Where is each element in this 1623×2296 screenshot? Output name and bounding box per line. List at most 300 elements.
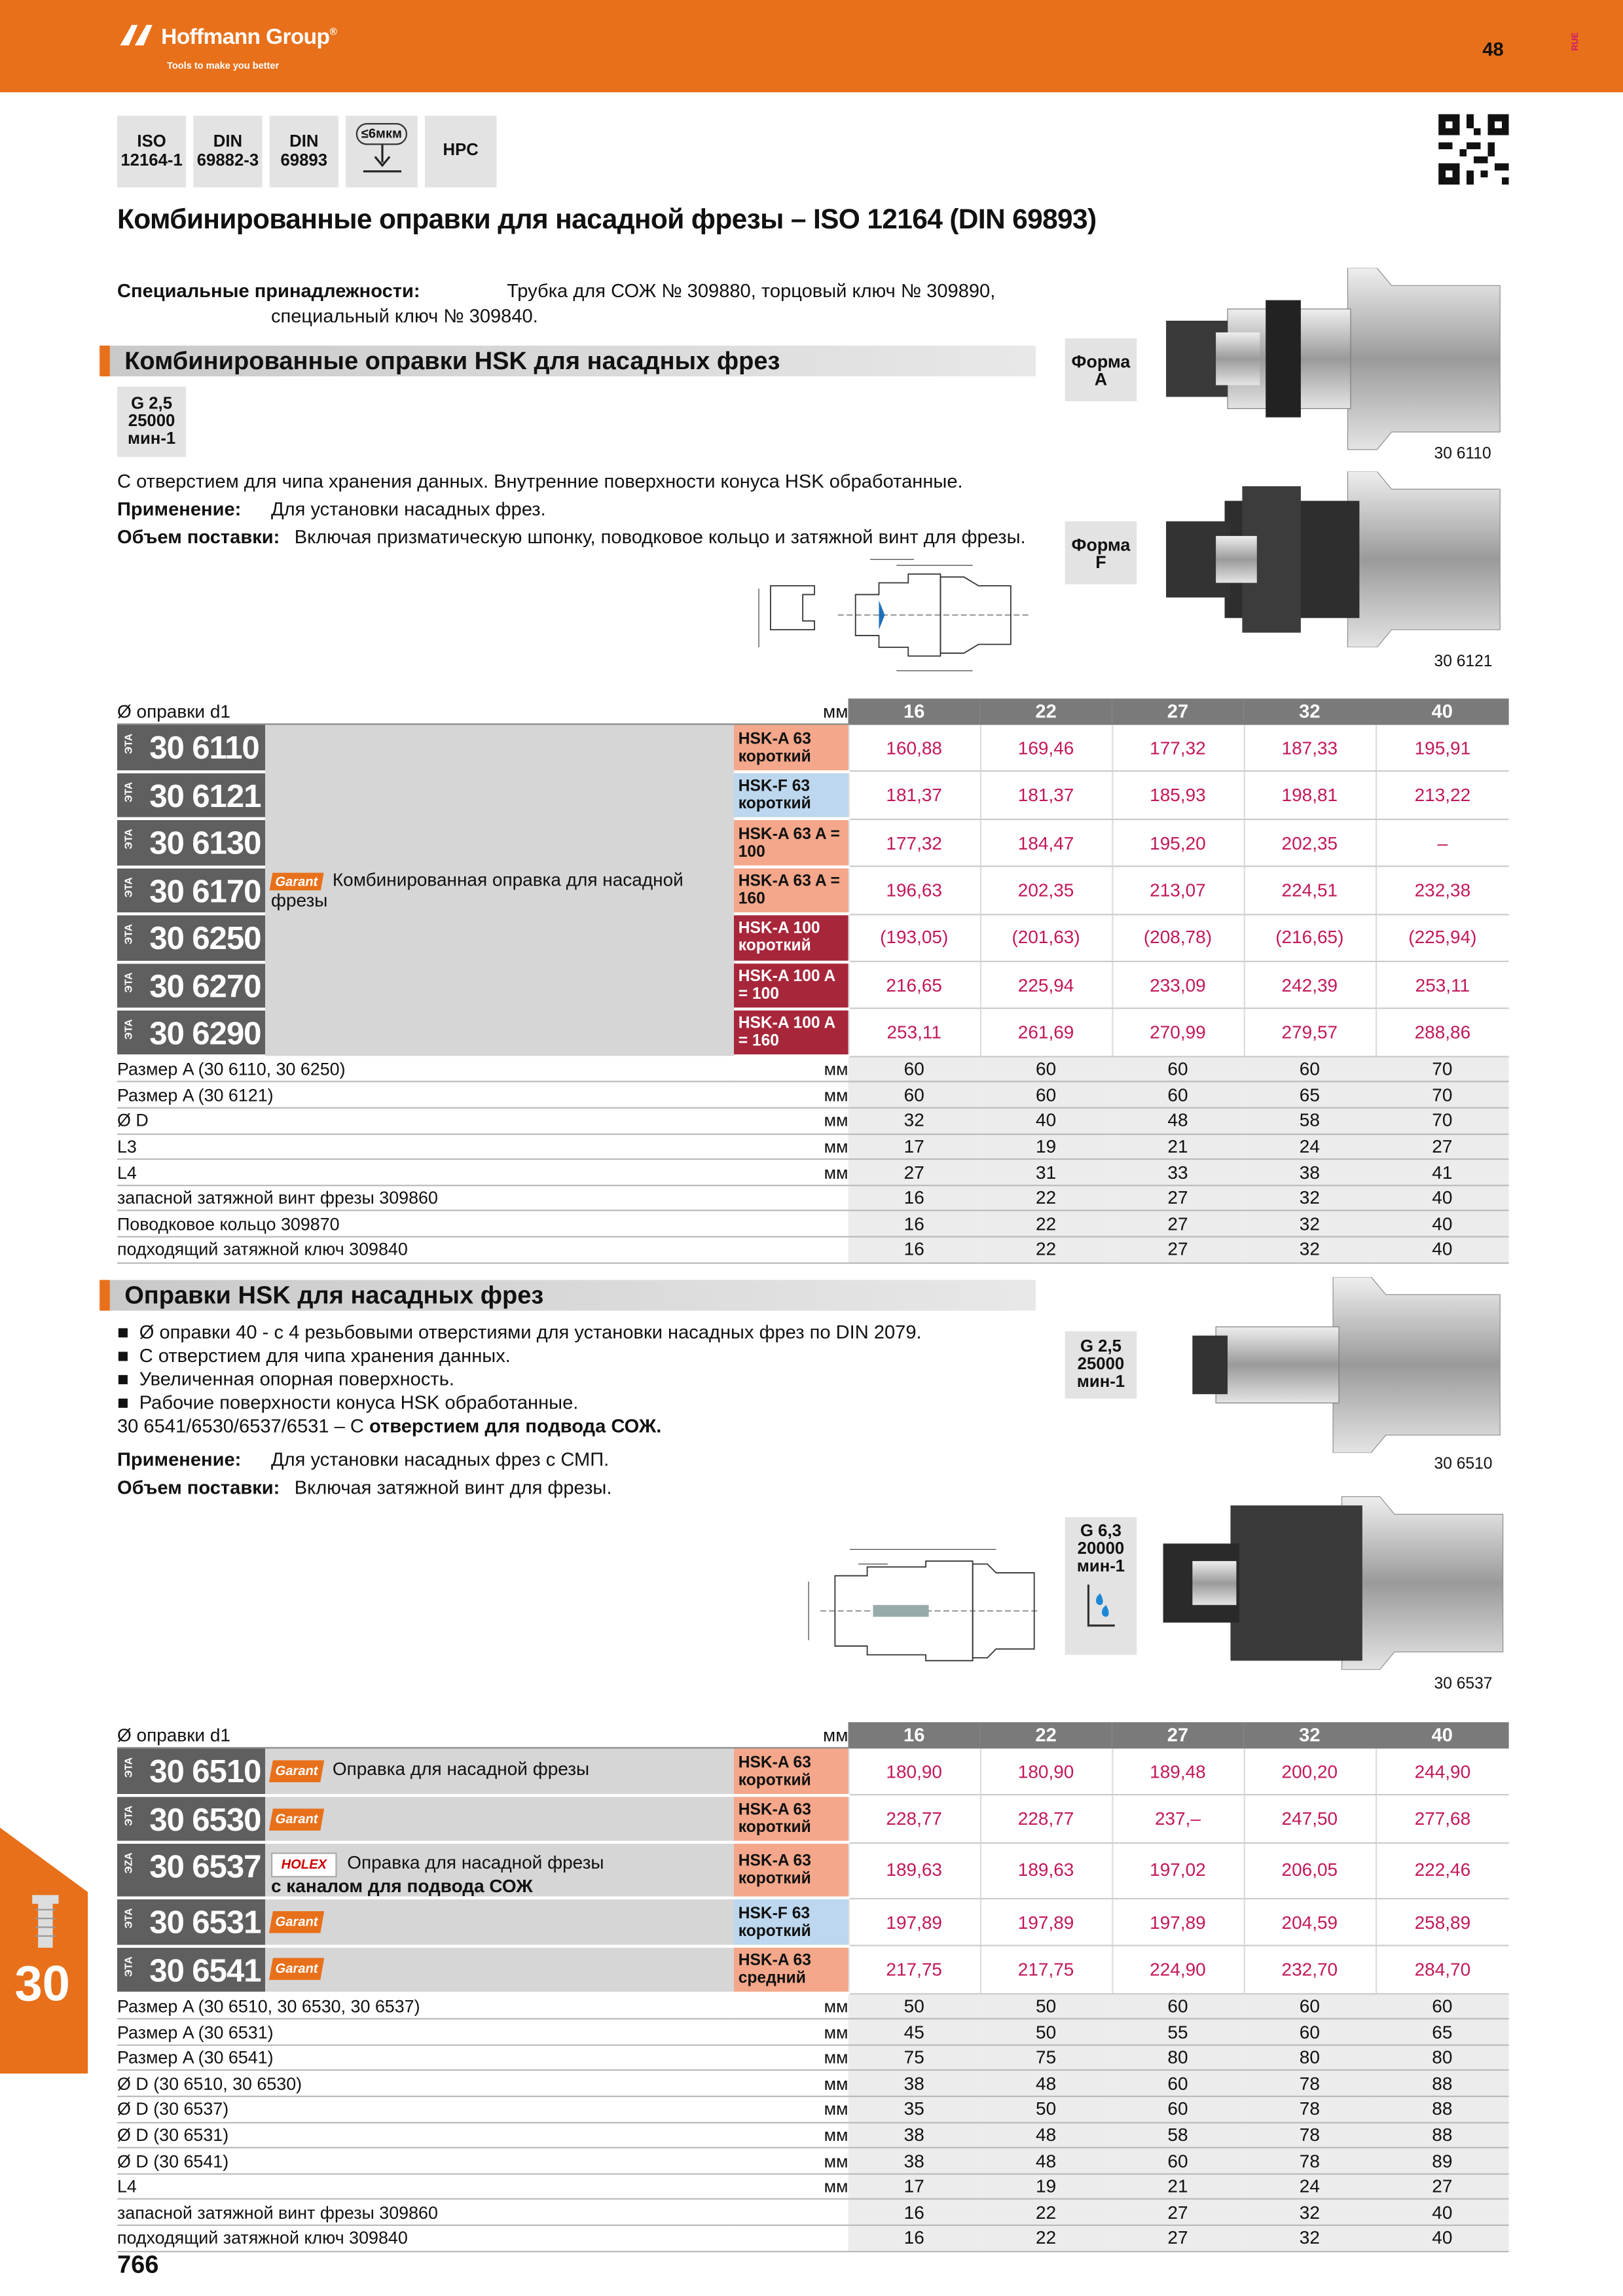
bullet-item: ■ Увеличенная опорная поверхность.	[117, 1367, 454, 1390]
bullet-item: ■ Ø оправки 40 - с 4 резьбовыми отверстиями для установки насадных фрез по DIN 2079.	[117, 1321, 922, 1343]
scope-text-1: Включая призматическую шпонку, поводковое кольцо и затяжной винт для фрезы.	[294, 526, 1026, 548]
spec-value: 38	[848, 2122, 980, 2147]
column-header: 22	[980, 698, 1112, 724]
price-cell: 232,70	[1244, 1946, 1376, 1993]
spec-unit	[734, 2225, 848, 2251]
spec-value: 60	[1112, 2148, 1243, 2174]
spec-value: 89	[1376, 2148, 1509, 2174]
spec-value: 21	[1112, 2174, 1243, 2199]
price-cell: 195,91	[1376, 725, 1509, 772]
spec-row	[117, 2200, 1509, 2225]
price-cell: –	[1376, 819, 1509, 867]
price-cell: 204,59	[1244, 1899, 1376, 1946]
spec-value: 60	[1376, 1994, 1509, 2019]
catalog-page-number: 48	[1482, 38, 1504, 60]
brand-logo[interactable]: Hoffmann Group®	[117, 24, 337, 50]
spec-row	[117, 1185, 1509, 1211]
spec-label: Ø D	[117, 1108, 734, 1134]
application-label-1: Применение:	[117, 497, 242, 520]
spec-value: 60	[1244, 2019, 1376, 2045]
spec-label: L4	[117, 1159, 734, 1185]
spec-value: 16	[848, 1185, 980, 1211]
holder-photo-306537[interactable]	[1158, 1494, 1509, 1672]
holder-photo-306110[interactable]	[1158, 268, 1509, 451]
hsk-type: HSK-A 100 короткий	[734, 914, 848, 961]
spec-value: 60	[1112, 2071, 1243, 2096]
price-cell: 279,57	[1244, 1009, 1376, 1056]
spec-value: 40	[1376, 1185, 1509, 1211]
spec-label: запасной затяжной винт фрезы 309860	[117, 1185, 734, 1211]
spec-value: 48	[980, 2148, 1112, 2174]
speed-box-1: G 2,5 25000 мин-1	[117, 387, 186, 457]
spec-unit	[734, 1237, 848, 1263]
article-number[interactable]: ЭТА 30 6121	[117, 772, 265, 819]
spec-value: 32	[1244, 2200, 1376, 2225]
price-cell: 258,89	[1376, 1899, 1509, 1946]
spec-value: 65	[1376, 2019, 1509, 2045]
spec-value: 22	[980, 2225, 1112, 2251]
spec-value: 38	[1244, 1159, 1376, 1185]
spec-value: 16	[848, 2225, 980, 2251]
badge-din1: DIN 69882-3	[193, 116, 262, 188]
application-label-2: Применение:	[117, 1448, 242, 1471]
spec-value: 78	[1244, 2122, 1376, 2147]
spec-label: Ø D (30 6510, 30 6530)	[117, 2071, 734, 2096]
spec-value: 33	[1112, 1159, 1243, 1185]
spec-value: 35	[848, 2096, 980, 2122]
spec-label: запасной затяжной винт фрезы 309860	[117, 2200, 734, 2225]
spec-value: 38	[848, 2148, 980, 2174]
caption-306510: 30 6510	[1434, 1456, 1493, 1473]
price-cell: 197,89	[848, 1899, 980, 1946]
header-unit: мм	[734, 698, 848, 724]
article-number[interactable]: ЭТА 30 6110	[117, 725, 265, 772]
article-number[interactable]: ЭТА 30 6250	[117, 914, 265, 961]
technical-drawing-1	[750, 556, 1051, 679]
spec-label: Ø D (30 6531)	[117, 2122, 734, 2147]
spec-label: Размер A (30 6110, 30 6250)	[117, 1056, 734, 1082]
price-cell: 200,20	[1244, 1748, 1376, 1795]
price-cell: 202,35	[980, 867, 1112, 914]
spec-unit: мм	[734, 2174, 848, 2199]
product-description-bold: с каналом для подвода СОЖ	[270, 1876, 533, 1897]
hsk-type: HSK-A 63 короткий	[734, 1843, 848, 1899]
spec-unit: мм	[734, 2045, 848, 2070]
garant-logo: Garant	[269, 1808, 324, 1831]
spec-value: 21	[1112, 1134, 1243, 1159]
spec-value: 48	[1112, 1108, 1243, 1134]
spec-row	[117, 2174, 1509, 2199]
spec-value: 60	[848, 1082, 980, 1107]
spec-value: 22	[980, 1185, 1112, 1211]
spec-value: 70	[1376, 1082, 1509, 1107]
spec-value: 58	[1244, 1108, 1376, 1134]
article-number[interactable]: ЭТА 30 6290	[117, 1009, 265, 1056]
spec-unit: мм	[734, 2019, 848, 2045]
spec-row	[117, 1159, 1509, 1185]
spec-unit: мм	[734, 1159, 848, 1185]
application-text-1: Для установки насадных фрез.	[270, 497, 546, 520]
article-number[interactable]: ЭТА 30 6130	[117, 819, 265, 867]
page-title: Комбинированные оправки для насадной фрезы – ISO 12164 (DIN 69893)	[117, 205, 1097, 236]
spec-value: 58	[1112, 2122, 1243, 2147]
spec-row	[117, 2122, 1509, 2147]
article-number[interactable]: ЭТА 30 6510	[117, 1748, 265, 1795]
price-cell: 288,86	[1376, 1009, 1509, 1056]
article-row[interactable]	[117, 725, 1509, 772]
spec-value: 50	[980, 1994, 1112, 2019]
spec-value: 40	[1376, 1211, 1509, 1236]
column-header: 40	[1376, 1722, 1509, 1748]
column-header: 22	[980, 1722, 1112, 1748]
spec-value: 50	[980, 2019, 1112, 2045]
price-cell: 177,32	[1112, 725, 1243, 772]
form-f-box: Форма F	[1065, 522, 1137, 584]
badge-hpc: HPC	[425, 116, 497, 188]
price-cell: 217,75	[848, 1946, 980, 1993]
price-cell: 224,51	[1244, 867, 1376, 914]
header-label: Ø оправки d1	[117, 698, 734, 724]
spec-value: 60	[1112, 2096, 1243, 2122]
price-cell: 232,38	[1376, 867, 1509, 914]
spec-value: 78	[1244, 2071, 1376, 2096]
spec-value: 17	[848, 1134, 980, 1159]
spec-value: 78	[1244, 2148, 1376, 2174]
spec-value: 16	[848, 1237, 980, 1263]
spec-value: 24	[1244, 2174, 1376, 2199]
bullet-item: ■ Рабочие поверхности конуса HSK обработанные.	[117, 1391, 579, 1414]
badge-iso: ISO 12164-1	[117, 116, 186, 188]
bullet-item: ■ С отверстием для чипа хранения данных.	[117, 1344, 511, 1367]
spec-value: 27	[1376, 1134, 1509, 1159]
spec-value: 65	[1244, 1082, 1376, 1107]
article-number[interactable]: ЭТА 30 6530	[117, 1795, 265, 1842]
price-cell: 247,50	[1244, 1795, 1376, 1842]
garant-logo: Garant	[269, 1911, 324, 1933]
spec-row	[117, 2071, 1509, 2096]
product-description: Оправка для насадной фрезы	[347, 1853, 604, 1874]
spec-value: 60	[1112, 1994, 1243, 2019]
spec-value: 80	[1376, 2045, 1509, 2070]
spec-value: 22	[980, 2200, 1112, 2225]
column-header: 27	[1112, 1722, 1243, 1748]
price-cell: 222,46	[1376, 1843, 1509, 1899]
price-cell: 187,33	[1244, 725, 1376, 772]
spec-value: 27	[1376, 2174, 1509, 2199]
price-cell: 253,11	[1376, 961, 1509, 1009]
spec-label: подходящий затяжной ключ 309840	[117, 1237, 734, 1263]
spec-value: 27	[1112, 1237, 1243, 1263]
price-cell: 184,47	[980, 819, 1112, 867]
spec-value: 16	[848, 2200, 980, 2225]
spec-row	[117, 1134, 1509, 1159]
price-cell: 225,94	[980, 961, 1112, 1009]
price-cell: 196,63	[848, 867, 980, 914]
caption-306537: 30 6537	[1434, 1675, 1493, 1693]
brand-tagline: Tools to make you better	[167, 61, 280, 72]
spec-unit: мм	[734, 1056, 848, 1082]
price-cell: 216,65	[848, 961, 980, 1009]
price-cell: 198,81	[1244, 772, 1376, 819]
price-cell: 284,70	[1376, 1946, 1509, 1993]
price-cell: 206,05	[1244, 1843, 1376, 1899]
spec-value: 19	[980, 2174, 1112, 2199]
spec-value: 60	[980, 1082, 1112, 1107]
spec-value: 22	[980, 1211, 1112, 1236]
accessories-text-1: Трубка для СОЖ № 309880, торцовый ключ № 309890,	[507, 279, 996, 302]
article-number[interactable]: ЭТА 30 6270	[117, 961, 265, 1009]
price-cell: 189,48	[1112, 1748, 1243, 1795]
form-a-box: Форма A	[1065, 338, 1137, 401]
hsk-type: HSK-A 63 средний	[734, 1946, 848, 1993]
caption-306121: 30 6121	[1434, 653, 1493, 671]
spec-value: 22	[980, 1237, 1112, 1263]
section-1-title: Комбинированные оправки HSK для насадных фрез	[100, 346, 1036, 376]
article-number[interactable]: ЭТА 30 6170	[117, 867, 265, 914]
spec-value: 40	[980, 1108, 1112, 1134]
spec-value: 16	[848, 1211, 980, 1236]
spec-value: 78	[1244, 2096, 1376, 2122]
bullet-list-2	[117, 1321, 922, 1438]
spec-value: 27	[1112, 1185, 1243, 1211]
price-cell: 180,90	[980, 1748, 1112, 1795]
spec-row	[117, 2045, 1509, 2070]
product-description: Оправка для насадной фрезы	[332, 1759, 590, 1780]
spec-value: 32	[848, 1108, 980, 1134]
spec-value: 88	[1376, 2096, 1509, 2122]
price-cell: 277,68	[1376, 1795, 1509, 1842]
price-cell: 233,09	[1112, 961, 1243, 1009]
spec-row	[117, 2148, 1509, 2174]
price-cell: (225,94)	[1376, 914, 1509, 961]
hsk-type: HSK-A 63 короткий	[734, 1795, 848, 1842]
spec-value: 19	[980, 1134, 1112, 1159]
hsk-type: HSK-F 63 короткий	[734, 1899, 848, 1946]
price-cell: (193,05)	[848, 914, 980, 961]
article-row[interactable]	[117, 1795, 1509, 1842]
price-cell: (216,65)	[1244, 914, 1376, 961]
qr-code-icon[interactable]	[1438, 113, 1508, 186]
column-header: 27	[1112, 698, 1243, 724]
spec-value: 60	[848, 1056, 980, 1082]
price-cell: 237,–	[1112, 1795, 1243, 1842]
chapter-number: 30	[14, 1956, 71, 2013]
column-header: 40	[1376, 698, 1509, 724]
spec-row	[117, 2096, 1509, 2122]
speed-box-3: G 6,3 20000 мин-1	[1065, 1517, 1137, 1655]
price-cell: 202,35	[1244, 819, 1376, 867]
hsk-type: HSK-A 63 короткий	[734, 725, 848, 772]
price-cell: 169,46	[980, 725, 1112, 772]
product-description: Комбинированная оправка для насадной фрезы	[270, 870, 684, 912]
spec-unit: мм	[734, 1108, 848, 1134]
spec-unit: мм	[734, 2122, 848, 2147]
spec-row	[117, 1994, 1509, 2019]
spec-value: 31	[980, 1159, 1112, 1185]
article-number[interactable]: ЭZА 30 6537	[117, 1843, 265, 1899]
spec-value: 88	[1376, 2071, 1509, 2096]
spec-label: Ø D (30 6537)	[117, 2096, 734, 2122]
spec-label: Поводковое кольцо 309870	[117, 1211, 734, 1236]
spec-value: 45	[848, 2019, 980, 2045]
hsk-type: HSK-A 63 короткий	[734, 1748, 848, 1795]
price-cell: 185,93	[1112, 772, 1243, 819]
scope-text-2: Включая затяжной винт для фрезы.	[294, 1476, 612, 1498]
price-cell: 213,07	[1112, 867, 1243, 914]
spec-row	[117, 1082, 1509, 1107]
technical-drawing-2	[791, 1543, 1048, 1678]
spec-row	[117, 1237, 1509, 1263]
holder-photo-306121[interactable]	[1158, 471, 1509, 647]
accessories-text-2: специальный ключ № 309840.	[270, 304, 538, 327]
spec-unit: мм	[734, 1994, 848, 2019]
price-cell: 195,20	[1112, 819, 1243, 867]
spec-value: 48	[980, 2071, 1112, 2096]
spec-unit	[734, 2200, 848, 2225]
spec-label: L4	[117, 2174, 734, 2199]
spec-label: подходящий затяжной ключ 309840	[117, 2225, 734, 2251]
spec-row	[117, 1211, 1509, 1236]
hsk-type: HSK-A 63 A = 160	[734, 867, 848, 914]
spec-row	[117, 2225, 1509, 2251]
accessories-label: Специальные принадлежности:	[117, 279, 420, 302]
spec-value: 40	[1376, 2225, 1509, 2251]
spec-value: 80	[1112, 2045, 1243, 2070]
spec-unit: мм	[734, 2096, 848, 2122]
spec-label: Размер A (30 6510, 30 6530, 30 6537)	[117, 1994, 734, 2019]
table-1	[117, 698, 1509, 1263]
price-cell: 189,63	[848, 1843, 980, 1899]
price-cell: 244,90	[1376, 1748, 1509, 1795]
price-cell: 197,89	[980, 1899, 1112, 1946]
section-2-title: Оправки HSK для насадных фрез	[100, 1280, 1036, 1311]
spec-value: 24	[1244, 1134, 1376, 1159]
garant-logo: Garant	[269, 1959, 324, 1981]
spec-value: 60	[1244, 1994, 1376, 2019]
spec-value: 75	[980, 2045, 1112, 2070]
spec-unit: мм	[734, 2148, 848, 2174]
price-cell: 180,90	[848, 1748, 980, 1795]
spec-value: 32	[1244, 1185, 1376, 1211]
header-label: Ø оправки d1	[117, 1722, 734, 1748]
price-cell: 189,63	[980, 1843, 1112, 1899]
spec-value: 27	[1112, 2200, 1243, 2225]
coolant-note: 30 6541/6530/6537/6531 – С отверстием для подвода СОЖ.	[117, 1414, 662, 1437]
price-cell: 177,32	[848, 819, 980, 867]
garant-logo: Garant	[269, 1761, 324, 1783]
spec-value: 32	[1244, 1211, 1376, 1236]
table-2	[117, 1722, 1509, 2251]
hsk-type: HSK-F 63 короткий	[734, 772, 848, 819]
spec-value: 70	[1376, 1056, 1509, 1082]
spec-value: 60	[1244, 1056, 1376, 1082]
spec-value: 38	[848, 2071, 980, 2096]
hsk-type: HSK-A 63 A = 100	[734, 819, 848, 867]
price-cell: 242,39	[1244, 961, 1376, 1009]
spec-value: 60	[980, 1056, 1112, 1082]
price-cell: 261,69	[980, 1009, 1112, 1056]
spec-value: 27	[848, 1159, 980, 1185]
spec-value: 50	[848, 1994, 980, 2019]
price-cell: 197,89	[1112, 1899, 1243, 1946]
price-cell: 228,77	[980, 1795, 1112, 1842]
spec-label: Ø D (30 6541)	[117, 2148, 734, 2174]
column-header: 16	[848, 698, 980, 724]
price-cell: 197,02	[1112, 1843, 1243, 1899]
table-header-row	[117, 1722, 1509, 1748]
spec-value: 50	[980, 2096, 1112, 2122]
spec-label: L3	[117, 1134, 734, 1159]
article-row[interactable]	[117, 1946, 1509, 1993]
spec-value: 32	[1244, 1237, 1376, 1263]
column-header: 16	[848, 1722, 980, 1748]
spec-value: 40	[1376, 1237, 1509, 1263]
price-cell: 228,77	[848, 1795, 980, 1842]
article-row[interactable]	[117, 1843, 1509, 1899]
caption-306110: 30 6110	[1434, 445, 1491, 463]
spec-value: 88	[1376, 2122, 1509, 2147]
spec-value: 60	[1112, 1056, 1243, 1082]
spec-value: 27	[1112, 2225, 1243, 2251]
application-text-2: Для установки насадных фрез с СМП.	[270, 1448, 610, 1471]
table-header-row	[117, 698, 1509, 724]
price-cell: 181,37	[980, 772, 1112, 819]
spec-unit	[734, 1185, 848, 1211]
spec-value: 40	[1376, 2200, 1509, 2225]
article-row[interactable]	[117, 1899, 1509, 1946]
spec-unit: мм	[734, 2071, 848, 2096]
spec-row	[117, 1056, 1509, 1082]
page-number: 766	[117, 2251, 159, 2279]
price-cell: (208,78)	[1112, 914, 1243, 961]
spec-row	[117, 1108, 1509, 1134]
price-cell: 217,75	[980, 1946, 1112, 1993]
price-cell: 224,90	[1112, 1946, 1243, 1993]
badge-din2: DIN 69893	[270, 116, 338, 188]
spec-value: 17	[848, 2174, 980, 2199]
spec-unit: мм	[734, 1134, 848, 1159]
coolant-icon	[1079, 1582, 1123, 1632]
price-cell: 270,99	[1112, 1009, 1243, 1056]
chapter-tab[interactable]	[0, 1827, 88, 2073]
hsk-type: HSK-A 100 A = 160	[734, 1009, 848, 1056]
column-header: 32	[1244, 698, 1376, 724]
article-row[interactable]	[117, 1748, 1509, 1795]
badge-runout: ≤6мкм	[346, 116, 418, 188]
spec-label: Размер A (30 6541)	[117, 2045, 734, 2070]
spec-value: 60	[1112, 1082, 1243, 1107]
header-unit: мм	[734, 1722, 848, 1748]
price-cell: 181,37	[848, 772, 980, 819]
hsk-type: HSK-A 100 A = 100	[734, 961, 848, 1009]
spec-label: Размер A (30 6121)	[117, 1082, 734, 1107]
section-1-description: С отверстием для чипа хранения данных. Внутренние поверхности конуса HSK обработанные.	[117, 470, 963, 492]
speed-box-2: G 2,5 25000 мин-1	[1065, 1331, 1137, 1399]
article-number[interactable]: ЭТА 30 6531	[117, 1899, 265, 1946]
price-cell: 253,11	[848, 1009, 980, 1056]
language-code: RUE	[1571, 32, 1581, 51]
spec-row	[117, 2019, 1509, 2045]
article-number[interactable]: ЭТА 30 6541	[117, 1946, 265, 1993]
holder-photo-306510[interactable]	[1158, 1277, 1509, 1452]
spec-value: 75	[848, 2045, 980, 2070]
scope-label-2: Объем поставки:	[117, 1476, 280, 1498]
spec-unit: мм	[734, 1082, 848, 1107]
price-cell: (201,63)	[980, 914, 1112, 961]
spec-value: 80	[1244, 2045, 1376, 2070]
garant-logo: Garant	[270, 873, 324, 891]
column-header: 32	[1244, 1722, 1376, 1748]
